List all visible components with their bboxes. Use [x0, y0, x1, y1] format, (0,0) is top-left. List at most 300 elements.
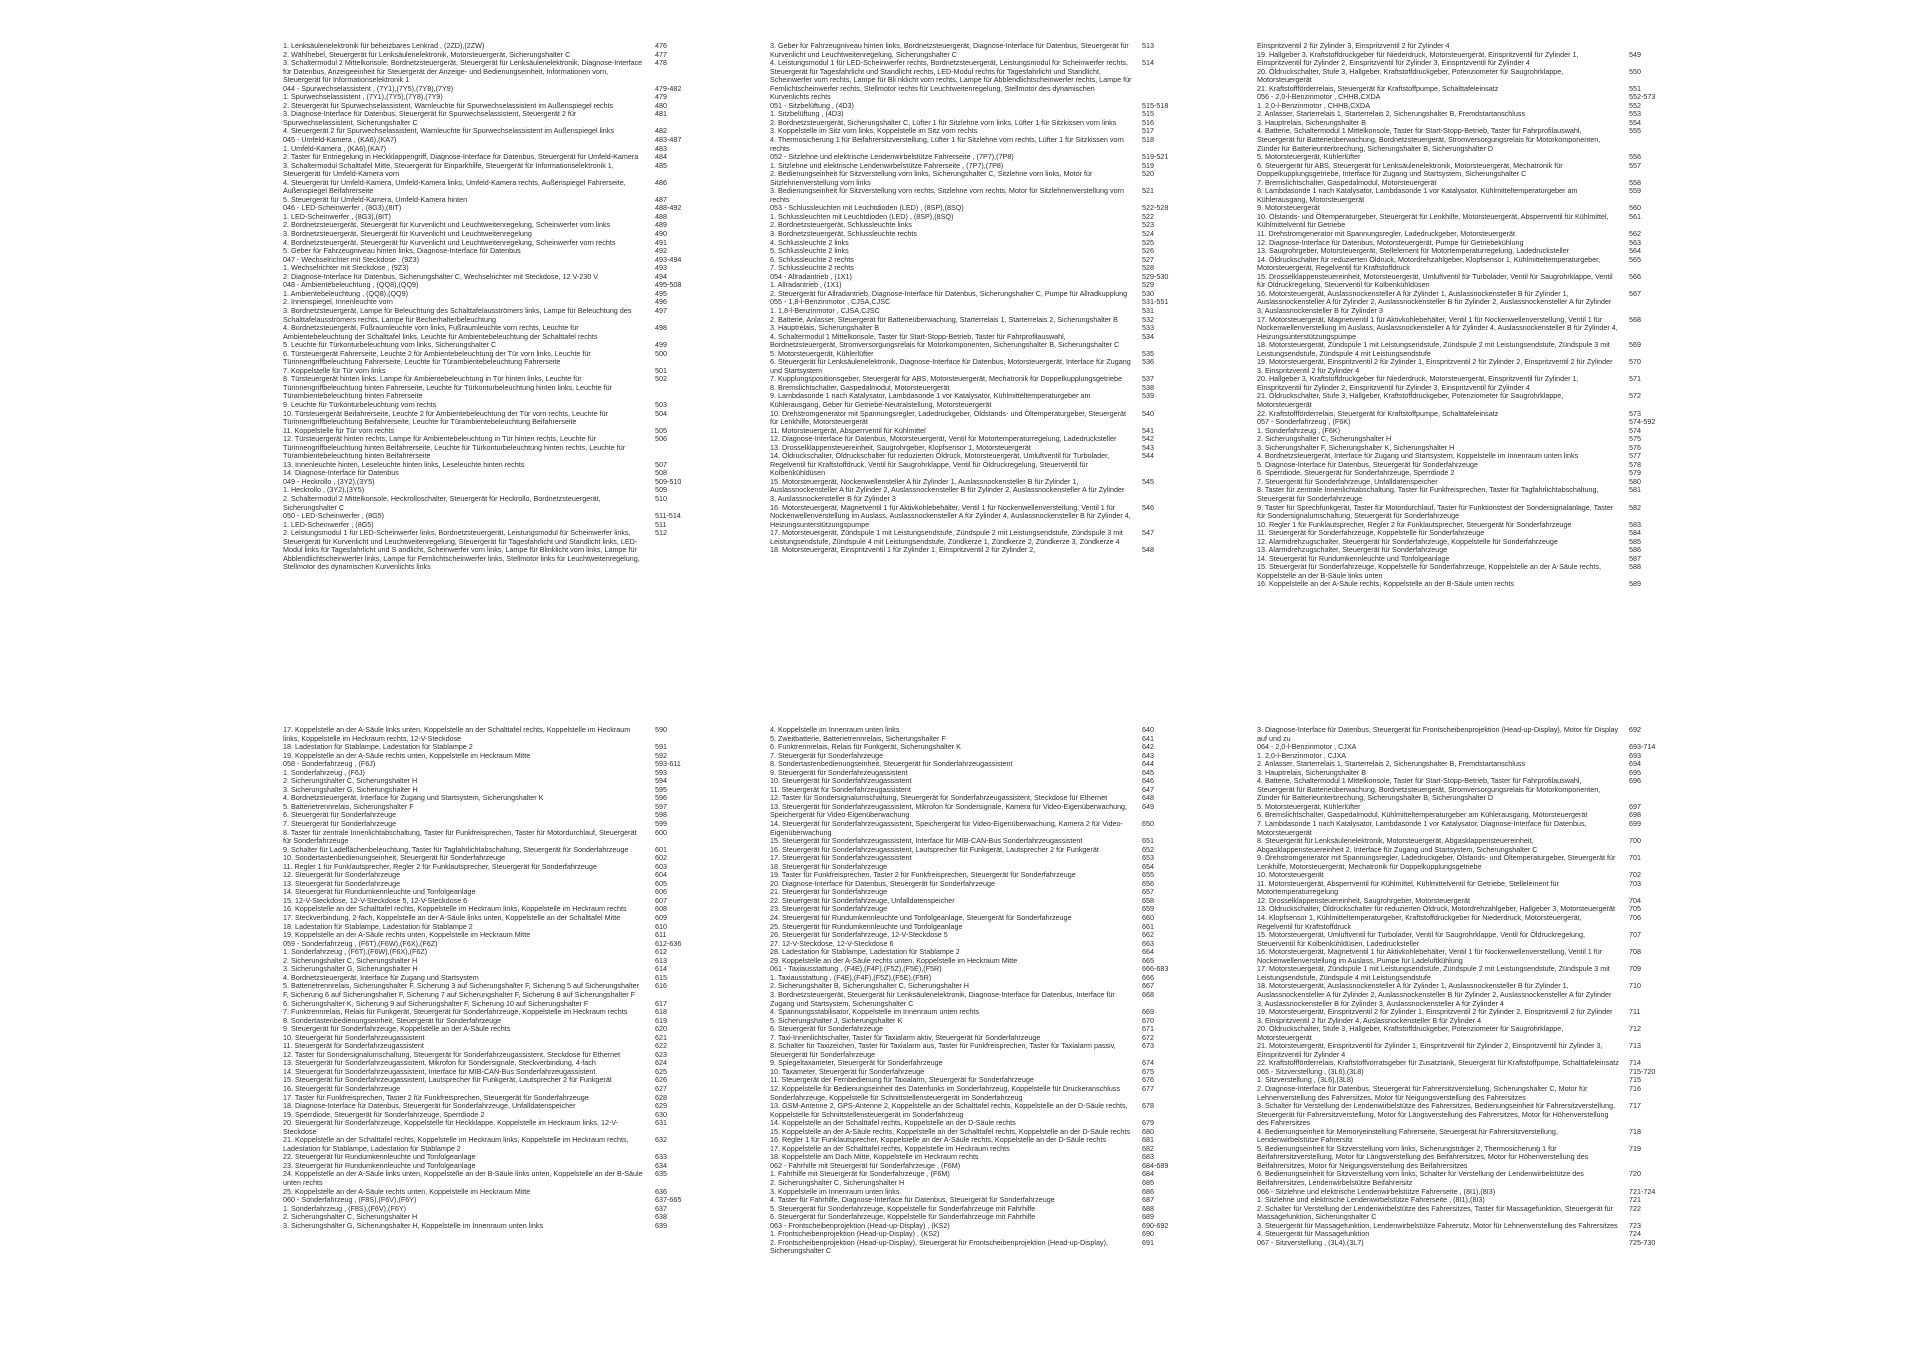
- index-entry-title: 7. Lambdasonde 1 nach Katalysator, Lambdasonde 1 vor Katalysator, Diagnose-Interface für Datenbus, Motorsteuergerät: [1257, 819, 1587, 837]
- index-entry: [770, 358, 1190, 375]
- index-entry-title: 4. Bordnetzsteuergerät, Fußraumleuchte vorn links, Fußraumleuchte vorn rechts, Leuchte für Ambientebeleuchtung der Schalttafel links, Leuchte für Ambientebeleuchtung der Schalttafel rechts: [283, 323, 598, 341]
- index-entry-title: 14. Steuergerät für Sonderfahrzeugassistent, Speichergerät für Video-Eigenüberwachung, Kamera 2 für Video-Eigenüberwachung: [770, 819, 1123, 837]
- index-entry: [1257, 837, 1677, 854]
- index-entry-page: 658: [1142, 895, 1154, 905]
- index-entry-title: 10. Sondertastenbedienungseinheit, Steuergerät für Sonderfahrzeuge: [283, 853, 506, 863]
- index-entry-page: 597: [655, 801, 667, 811]
- index-entry-page: 562: [1629, 229, 1641, 239]
- index-entry: [770, 170, 1190, 187]
- index-entry-page: 608: [655, 904, 667, 914]
- index-entry-page: 624: [655, 1058, 667, 1068]
- index-entry-title: 1. Allradantrieb , (1X1): [770, 280, 842, 290]
- index-entry: [1257, 486, 1677, 503]
- index-entry-title: 047 - Wechselrichter mit Steckdose , (9Z3): [283, 254, 420, 264]
- index-entry-title: 1. Frontscheibenprojektion (Head-up-Display) , (KS2): [770, 1229, 940, 1239]
- index-entry-page: 523: [1142, 220, 1154, 230]
- index-entry-title: 22. Steuergerät für Sonderfahrzeuge, Unfalldatenspeicher: [770, 895, 955, 905]
- index-entry-page: 479-482: [655, 83, 682, 93]
- index-entry-title: 15. Drosselklappensteuereinheit, Motorsteuergerät, Umluftventil für Turbolader, Ventil für Saugrohrklappe, Ventil für Öldruckregelung, Steuerventil für Kolbenkühldüsen: [1257, 271, 1613, 290]
- index-entry-page: 508: [655, 468, 667, 478]
- index-entry-title: 18. Motorsteuergerät, Einspritzventil 1 für Zylinder 1, Einspritzventil 2 für Zylinder 2,: [770, 545, 1036, 555]
- index-entry-page: 546: [1142, 502, 1154, 512]
- index-entry-page: 477: [655, 49, 667, 59]
- index-entry-title: 8. Steuergerät für Lenksäulenelektronik, Motorsteuergerät, Abgasklappensteuereinheit, Abgasklappensteuereinheit 2, Interface für Zugang und Startsystem, Sicherungshalter C: [1257, 836, 1538, 854]
- index-entry: [1257, 358, 1677, 375]
- index-entry-title: 1. Sitzlehne und elektrische Lendenwirbelstütze Fahrerseite , (7P7),(7P8): [770, 160, 1004, 170]
- index-entry-title: 16. Motorsteuergerät, Magnetventil 1 für Aktivkohlebehälter, Ventil 1 für Nockenwellenverstellung, Ventil 1 für Nockenwellenverstellung im Auslass, Pumpe für Ladeluftkühlung: [1257, 947, 1603, 965]
- index-entry: [1257, 777, 1677, 803]
- index-entry-page: 593: [655, 767, 667, 777]
- index-entry-title: 20. Diagnose-Interface für Datenbus, Steuergerät für Sonderfahrzeuge: [770, 878, 995, 888]
- index-entry-title: 21. Motorsteuergerät, Einspritzventil für Zylinder 1, Einspritzventil für Zylinder 2, Einspritzventil für Zylinder 3, Einspritzventil für Zylinder 4: [1257, 1041, 1603, 1059]
- index-entry-title: 2. Bedienungseinheit für Sitzverstellung vorn links, Sicherungshalter C, Sitzlehne vorn links, Motor für Sitzlehnenverstellung vorn links: [770, 169, 1093, 187]
- index-entry: [283, 307, 703, 324]
- index-entry-page: 710: [1629, 981, 1641, 991]
- index-entry-title: 19. Motorsteuergerät, Einspritzventil 2 für Zylinder 1, Einspritzventil 2 für Zylinder 2, Einspritzventil 2 für Zylinder 3, Einspritzventil 2 für Zylinder 4, Auslassnockensteller B für Zylinder 4: [1257, 1007, 1613, 1025]
- index-entry-page: 499: [655, 340, 667, 350]
- index-entry-page: 536: [1142, 357, 1154, 367]
- index-entry-title: 6. Türsteuergerät Fahrerseite, Leuchte 2 für Ambientebeleuchtung der Tür vorn links, Leuchte für Türinnengriffbeleuchtung Fahrerseite, Leuchte für Türambientebeleuchtung Fahrerseite: [283, 348, 591, 367]
- index-entry: [770, 452, 1190, 478]
- index-entry-title: 13. Steuergerät für Sonderfahrzeuge: [283, 878, 401, 888]
- index-entry-title: 19. Koppelstelle an der A-Säule rechts unten, Koppelstelle im Heckraum Mitte: [283, 750, 531, 760]
- index-entry-title: 13. Steuergerät für Sonderfahrzeugassistent, Mikrofon für Sondersignale, Kamera für Video-Eigenüberwachung, Speichergerät für Video-Eigenüberwachung: [770, 801, 1128, 820]
- index-entry-page: 568: [1629, 314, 1641, 324]
- index-entry-page: 679: [1142, 1118, 1154, 1128]
- index-entry-title: 16. Koppelstelle an der Schalttafel rechts, Koppelstelle im Heckraum links, Koppelstelle im Heckraum rechts: [283, 904, 627, 914]
- index-entry-title: 16. Koppelstelle an der A-Säule rechts, Koppelstelle an der B-Säule unten rechts: [1257, 579, 1514, 589]
- index-entry-page: 725-730: [1629, 1237, 1656, 1247]
- index-entry-page: 524: [1142, 229, 1154, 239]
- index-entry-page: 719: [1629, 1143, 1641, 1153]
- index-entry-title: 6. Steuergerät für Sonderfahrzeuge, Koppelstelle für Sonderfahrzeuge mit Fahrhilfe: [770, 1212, 1036, 1222]
- index-column-left: [283, 42, 703, 572]
- index-entry-page: 689: [1142, 1212, 1154, 1222]
- index-entry-page: 522: [1142, 211, 1154, 221]
- index-entry: [283, 410, 703, 427]
- index-entry-title: 25. Koppelstelle an der A-Säule rechts unten, Koppelstelle im Heckraum Mitte: [283, 1186, 531, 1196]
- index-entry-title: 049 - Heckrollo , (3Y2),(3Y5): [283, 476, 375, 486]
- index-entry-page: 655: [1142, 870, 1154, 880]
- index-entry-page: 645: [1142, 767, 1154, 777]
- index-entry-title: 12. Koppelstelle für Bedienungseinheit des Datenfunks im Sonderfahrzeug, Koppelstelle für Druckeranschluss Sonderfahrzeuge, Koppelstelle für Schnittstellensteuergerät im Sonderfahrzeug: [770, 1083, 1120, 1102]
- index-entry-title: 9. Schalter für Ladeflächenbeleuchtung, Taster für Tagfahrlichtabschaltung, Steuergerät für Sonderfahrzeuge: [283, 844, 629, 854]
- index-entry-page: 527: [1142, 254, 1154, 264]
- index-entry-title: 15. Motorsteuergerät, Umluftventil für Turbolader, Ventil für Saugrohrklappe, Ventil für Öldruckregelung, Steuerventil für Kolbenkühldüsen, Ladedrucksteller: [1257, 930, 1586, 948]
- index-entry-page: 519-521: [1142, 152, 1169, 162]
- index-entry-page: 525: [1142, 237, 1154, 247]
- index-entry-page: 480: [655, 100, 667, 110]
- index-entry-page: 653: [1142, 853, 1154, 863]
- index-entry-page: 675: [1142, 1066, 1154, 1076]
- index-entry-title: 3. Schaltermodul 2 Mittelkonsole, Bordnetzsteuergerät, Steuergerät für Lenksäulenelektronik, Diagnose-Interface für Datenbus, Anzeigeeinheit für Steuergerät der Anzeige- und Bedienungseinheit, Informationen vorn, Steuergerät für Informationselektronik 1: [283, 58, 643, 85]
- index-entry-page: 609: [655, 913, 667, 923]
- index-entry-page: 476: [655, 42, 667, 50]
- index-entry-title: 13. Saugrohrgeber, Motorsteuergerät, Stellelement für Motortemperaturregelung, Ladedrucksteller: [1257, 246, 1570, 256]
- index-entry-title: 2. Frontscheibenprojektion (Head-up-Display), Steuergerät für Frontscheibenprojektion (Head-up-Display), Sicherungshalter C: [770, 1237, 1108, 1256]
- index-entry-page: 707: [1629, 930, 1641, 940]
- index-entry-page: 574-592: [1629, 417, 1656, 427]
- index-entry: [1257, 213, 1677, 230]
- index-entry: [283, 1119, 703, 1136]
- index-entry-title: 3. Sicherungshalter G, Sicherungshalter H: [283, 784, 418, 794]
- index-entry-title: 14. Öldruckschalter für reduzierten Öldruck, Motordrehzahlgeber, Klopfsensor 1, Kühlmitteltemperaturgeber, Motorsteuergerät, Regelventil für Kraftstoffdruck: [1257, 254, 1601, 273]
- index-entry-title: 2. Schaltermodul 2 Mittelkonsole, Heckrolloschalter, Steuergerät für Heckrollo, Bordnetzsteuergerät, Sicherungshalter C: [283, 493, 601, 512]
- index-entry-title: 10. Steuergerät für Sonderfahrzeugassistent: [770, 776, 912, 786]
- index-entry-page: 558: [1629, 177, 1641, 187]
- index-entry-page: 716: [1629, 1083, 1641, 1093]
- index-entry-title: 19. Motorsteuergerät, Einspritzventil 2 für Zylinder 1, Einspritzventil 2 für Zylinder 2, Einspritzventil 2 für Zylinder 3, Einspritzventil 2 für Zylinder 4: [1257, 357, 1613, 375]
- index-entry-title: 14. Öldruckschalter, Öldruckschalter für reduzierten Öldruck, Motorsteuergerät, Umluftventil für Turbolader, Regelventil für Kraftstoffdruck, Ventil für Saugrohrklappe, Ventil für Öldruckregelung, Steuerventil für Kolbenkühldüsen: [770, 451, 1110, 478]
- index-entry-title: 4. Bedienungseinheit für Memoryeinstellung Fahrerseite, Steuergerät für Fahrersitzverstellung, Lendenwirbelstütze Fahrersitz: [1257, 1126, 1558, 1145]
- index-entry-page: 571: [1629, 374, 1641, 384]
- index-entry-page: 681: [1142, 1135, 1154, 1145]
- index-entry-page: 712: [1629, 1024, 1641, 1034]
- index-entry: [1257, 1102, 1677, 1128]
- index-entry-title: 1. 1,8-l-Benzinmotor , CJSA,CJSC: [770, 305, 880, 315]
- index-entry-page: 676: [1142, 1075, 1154, 1085]
- index-entry-page: 530: [1142, 288, 1154, 298]
- index-entry-page: 488: [655, 211, 667, 221]
- index-entry-page: 494: [655, 271, 667, 281]
- index-entry-title: 5. Sicherungshalter J, Sicherungshalter K: [770, 1015, 903, 1025]
- index-entry-page: 589: [1629, 579, 1641, 589]
- index-entry: [283, 726, 703, 743]
- index-entry-page: 534: [1142, 331, 1154, 341]
- index-entry-title: 14. Steuergerät für Sonderfahrzeugassistent, Interface für MIB-CAN-Bus Sonderfahrzeugassistent: [283, 1066, 596, 1076]
- index-entry-page: 605: [655, 878, 667, 888]
- index-entry-page: 554: [1629, 117, 1641, 127]
- index-entry-title: 055 - 1,8-l-Benzinmotor , CJSA,CJSC: [770, 297, 891, 307]
- index-entry-page: 618: [655, 1007, 667, 1017]
- index-entry-title: 3. Bedienungseinheit für Sitzverstellung vorn rechts, Sitzlehne vorn rechts, Motor für Sitzlehnenverstellung vorn rechts: [770, 186, 1124, 204]
- index-entry: [1257, 1025, 1677, 1042]
- index-entry-page: 599: [655, 819, 667, 829]
- index-entry-title: 1. Heckrollo , (3Y2),(3Y5): [283, 485, 365, 495]
- index-entry-title: 3. Sicherungshalter F, Sicherungshalter K, Sicherungshalter H: [1257, 442, 1455, 452]
- index-entry-title: 5. Steuergerät für Umfeld-Kamera, Umfeld-Kamera hinten: [283, 194, 468, 204]
- index-entry: [1257, 68, 1677, 85]
- index-entry-title: 13. Innenleuchte hinten, Leseleuchte hinten links, Leseleuchte hinten rechts: [283, 459, 525, 469]
- index-entry-page: 690-692: [1142, 1220, 1169, 1230]
- index-entry-page: 537: [1142, 374, 1154, 384]
- index-entry-title: 3. Hauptrelais, Sicherungshalter B: [1257, 767, 1367, 777]
- index-entry-page: 538: [1142, 382, 1154, 392]
- index-entry-page: 604: [655, 870, 667, 880]
- index-entry-title: 048 - Ambientebeleuchtung , (QQ8),(QQ9): [283, 280, 419, 290]
- index-entry-title: 14. Klopfsensor 1, Kühlmitteltemperaturgeber, Kraftstoffdruckgeber für Niederdruck, Motorsteuergerät, Regelventil für Kraftstoffdruck: [1257, 913, 1582, 931]
- index-entry-title: 8. Taster für zentrale Innenlichtabschaltung, Taster für Funkfreisprechen, Taster für Motordurchlauf, Steuergerät für Sonderfahrzeuge: [283, 827, 637, 846]
- index-entry-page: 693-714: [1629, 742, 1656, 752]
- index-entry: [1257, 1239, 1677, 1248]
- index-entry-title: 3. Koppelstelle im Sitz vorn links, Koppelstelle im Sitz vorn rechts: [770, 126, 978, 136]
- index-entry-page: 661: [1142, 921, 1154, 931]
- index-entry-title: 12. Drosselklappensteuereinheit, Saugrohrgeber, Motorsteuergerät: [1257, 895, 1470, 905]
- index-entry-page: 559: [1629, 186, 1641, 196]
- index-entry-title: 4. Schaltermodul 1 Mittelkonsole, Taster für Start-Stopp-Betrieb, Taster für Fahrprofilauswahl, Bordnetzsteuergerät, Stromversorgungsrelais für Motorkomponenten, Sicherungshalter B, Sicherungshalter C: [770, 331, 1120, 350]
- index-entry-title: 067 - Sitzverstellung , (3L4),(3L7): [1257, 1237, 1364, 1247]
- index-entry-title: 5. Motorsteuergerät, Kühlerlüfter: [1257, 152, 1361, 162]
- index-entry-title: 5. Motorsteuergerät, Kühlerlüfter: [1257, 801, 1361, 811]
- index-entry: [770, 820, 1190, 837]
- index-entry-page: 723: [1629, 1220, 1641, 1230]
- index-entry-title: 19. Hallgeber 3, Kraftstoffdruckgeber für Niederdruck, Motorsteuergerät, Einspritzventil für Zylinder 1, Einspritzventil für Zylinder 2, Einspritzventil für Zylinder 3, Einspritzventil für Zylinder 4: [1257, 49, 1579, 68]
- index-entry-title: 9. Taster für Sprechfunkgerät, Taster für Motordurchlauf, Taster für Funktionstest der Sondersignalanlage, Taster für Sondersignalumschaltung, Steuergerät für Sonderfahrzeuge: [1257, 502, 1614, 521]
- index-entry-page: 544: [1142, 451, 1154, 461]
- index-entry: [283, 350, 703, 367]
- index-entry-page: 607: [655, 895, 667, 905]
- index-entry-title: 062 - Fahrhilfe mit Steuergerät für Sonderfahrzeuge , (F6M): [770, 1160, 961, 1170]
- index-entry-page: 531-551: [1142, 297, 1169, 307]
- index-entry-title: 10. Drehstromgenerator mit Spannungsregler, Ladedruckgeber, Öldstands- und Öltemperaturgeber, Steuergerät für Lenkhilfe, Motorsteuergerät: [770, 408, 1126, 427]
- index-entry-page: 662: [1142, 930, 1154, 940]
- index-entry-page: 517: [1142, 126, 1154, 136]
- index-entry-page: 625: [655, 1066, 667, 1076]
- index-entry-page: 660: [1142, 913, 1154, 923]
- index-entry-title: 23. Steuergerät für Rundumkennleuchte und Tonfolgeanlage: [283, 1160, 476, 1170]
- index-entry-title: 18. Koppelstelle am Dach Mitte, Koppelstelle im Heckraum rechts: [770, 1152, 979, 1162]
- index-entry-page: 511: [655, 519, 667, 529]
- index-entry-page: 520: [1142, 169, 1154, 179]
- index-entry: [283, 829, 703, 846]
- index-entry: [283, 1222, 703, 1231]
- index-entry-title: 1. Sitzverstellung , (3L6),(3L8): [1257, 1075, 1354, 1085]
- index-entry-title: 16. Regler 1 für Funklautsprecher, Koppelstelle an der A-Säule rechts, Koppelstelle an der D-Säule rechts: [770, 1135, 1107, 1145]
- index-entry-page: 684: [1142, 1169, 1154, 1179]
- index-entry: [770, 333, 1190, 350]
- index-entry-title: 22. Steuergerät für Rundumkennleuchte und Tonfolgeanlage: [283, 1152, 476, 1162]
- index-entry-title: 17. Koppelstelle an der Schalttafel rechts, Koppelstelle im Heckraum rechts: [770, 1143, 1010, 1153]
- index-entry-page: 646: [1142, 776, 1154, 786]
- index-entry-title: 19. Taster für Funkfreisprechen, Taster 2 für Funkfreisprechen, Steuergerät für Sonderfahrzeuge: [770, 870, 1076, 880]
- index-entry-title: 18. Diagnose-Interface für Datenbus, Steuergerät für Sonderfahrzeuge, Unfalldatenspeicher: [283, 1101, 576, 1111]
- index-entry-page: 521: [1142, 186, 1154, 196]
- index-entry-title: 1. Schlussleuchten mit Leuchtdioden (LED) , (8SP),(8SQ): [770, 211, 954, 221]
- index-entry-title: 12. Taster für Sondersignalumschaltung, Steuergerät für Sonderfahrzeugassistent, Steckdose für Ethernet: [283, 1049, 621, 1059]
- index-entry-page: 531: [1142, 305, 1154, 315]
- index-entry-title: 054 - Allradantrieb , (1X1): [770, 271, 852, 281]
- index-entry-page: 482: [655, 126, 667, 136]
- index-entry-title: 4. Steuergerät für Umfeld-Kamera, Umfeld-Kamera links, Umfeld-Kamera rechts, Außenspiegel Fahrerseite, Außenspiegel Beifahrerseite: [283, 177, 626, 196]
- index-entry-page: 606: [655, 887, 667, 897]
- index-entry-page: 680: [1142, 1126, 1154, 1136]
- index-entry-title: 21. Koppelstelle an der Schalttafel rechts, Koppelstelle im Heckraum links, Koppelstelle im Heckraum rechts, Ladestation für Stablampe, Ladestation für Stablampe 2: [283, 1135, 629, 1153]
- index-entry-page: 672: [1142, 1032, 1154, 1042]
- index-entry-title: 17. Motorsteuergerät, Magnetventil 1 für Aktivkohlebehälter, Ventil 1 für Nockenwellenverstellung, Ventil 1 für Nockenwellenverstellung im Auslass, Auslassnockensteller A für Zylinder 4, Auslassnockensteller B für Zylinder 4, Heizungsunterstützungspumpe: [1257, 314, 1618, 341]
- index-entry-title: 14. Steuergerät für Rundumkennleuchte und Tonfolgeanlage: [283, 887, 476, 897]
- index-entry-page: 519: [1142, 160, 1154, 170]
- index-entry-page: 611: [655, 930, 667, 940]
- index-entry-title: 060 - Sonderfahrzeug , (F8S),(F6V),(F6Y): [283, 1195, 417, 1205]
- index-entry-title: 3. Schalter für Verstellung der Lendenwirbelstütze des Fahrersitzes, Bedienungseinheit für Fahrersitzverstellung, Steuergerät für Fahrersitzverstellung, Motor für Längsverstellung des Fahrersitzes, Motor für Höhenverstellung des Fahrersitzes: [1257, 1101, 1615, 1128]
- index-entry-page: 582: [1629, 502, 1641, 512]
- index-entry-title: 2. Sicherungshalter C, Sicherungshalter H: [1257, 434, 1392, 444]
- index-entry-page: 644: [1142, 759, 1154, 769]
- index-entry-title: 5. Bedienungseinheit für Sitzverstellung vorn links, Sicherungsträger 2, Thermosicherung 1 für Beifahrersitzverstellung, Motor für Längsverstellung des Beifahrersitzes, Motor für Höhenverstellung des Beifahrersitzes, Motor für Neigungsverstellung des Beifahrersitzes: [1257, 1143, 1589, 1170]
- index-entry-page: 502: [655, 374, 667, 384]
- index-entry-page: 683: [1142, 1152, 1154, 1162]
- index-entry-title: 2. Diagnose-Interface für Datenbus, Sicherungshalter C, Wechselrichter mit Steckdose, 12 V-230 V: [283, 271, 599, 281]
- index-entry-page: 564: [1629, 246, 1641, 256]
- index-entry-title: 1. Umfeld-Kamera , (KA6),(KA7): [283, 143, 387, 153]
- index-entry-title: 3. Sicherungshalter G, Sicherungshalter H, Koppelstelle im Innenraum unten links: [283, 1220, 544, 1230]
- index-entry-page: 489: [655, 220, 667, 230]
- index-entry-page: 600: [655, 827, 667, 837]
- index-entry-title: 2. Anlasser, Starterrelais 1, Starterrelais 2, Sicherungshalter B, Fremdstartanschluss: [1257, 109, 1526, 119]
- index-entry-title: 4. Bordnetzsteuergerät, Interface für Zugang und Startsystem, Sicherungshalter K: [283, 793, 544, 803]
- index-entry-page: 704: [1629, 895, 1641, 905]
- index-entry: [770, 59, 1190, 102]
- index-entry: [1257, 127, 1677, 153]
- index-entry-page: 493-494: [655, 254, 682, 264]
- index-entry-page: 612-636: [655, 938, 682, 948]
- index-entry-title: 2. Leistungsmodul 1 für LED-Scheinwerfer links, Bordnetzsteuergerät, Leistungsmodul für Scheinwerfer links, Steuergerät für Kurvenlicht und Leuchtweitenregelung, Steuergerät für Tagesfahrlicht und Standlicht links, LED-Modul links für Tagesfahrlicht und S andlicht, Scheinwerfer vorn links, Lampe für Blinklicht vorn links, Lampe für Abblendlichtscheinwerfer links, Lampe für Fernlichtscheinwerfer links, Stellmotor links für Leuchtweitenregelung, Stellmotor des dynamischen Kurvenlichts links: [283, 528, 640, 572]
- index-entry-title: 24. Steuergerät für Rundumkennleuchte und Tonfolgeanlage, Steuergerät für Sonderfahrzeuge: [770, 913, 1072, 923]
- index-entry-title: 12. Diagnose-Interface für Datenbus, Motorsteuergerät, Pumpe für Getriebekühlung: [1257, 237, 1524, 247]
- index-entry-page: 598: [655, 810, 667, 820]
- index-entry: [1257, 914, 1677, 931]
- index-entry-title: 5. Zweitbatterie, Batterietrennrelais, Sicherungshalter F: [770, 733, 946, 743]
- index-entry-page: 533: [1142, 323, 1154, 333]
- index-entry-page: 560: [1629, 203, 1641, 213]
- index-entry-page: 588: [1629, 562, 1641, 572]
- index-column-right: [1257, 726, 1677, 1247]
- index-entry-title: 15. Steuergerät für Sonderfahrzeuge, Koppelstelle für Sonderfahrzeuge, Koppelstelle an der A-Säule rechts, Koppelstelle an der B-Säule links unten: [1257, 562, 1602, 580]
- index-entry-title: 18. Ladestation für Stablampe, Ladestation für Stablampe 2: [283, 742, 473, 752]
- index-entry-page: 638: [655, 1212, 667, 1222]
- index-entry: [1257, 392, 1677, 409]
- index-entry-page: 722: [1629, 1203, 1641, 1213]
- index-entry-title: 8. Schalter für Taxizeichen, Taster für Taxialarm aus, Taster für Funkfreisprechen, Taster für Taxialarm passiv, Steuergerät für Sonderfahrzeuge: [770, 1041, 1116, 1059]
- index-entry-title: 1. 2,0-l-Benzinmotor , CHHB,CXDA: [1257, 100, 1371, 110]
- index-entry-title: 12. Türsteuergerät hinten rechts, Lampe für Ambientebeleuchtung in Tür hinten rechts, Leuchte für Türinnengriffbeleuchtung hinten Beifahrerseite, Leuchte für Türkonturbeleuchtung hinten rechts, Leuchte für Türambientebeleuchtung hinten Beifahrerseite: [283, 434, 626, 461]
- index-entry-title: 13. Alarmdrehzugschalter, Steuergerät für Sonderfahrzeuge: [1257, 545, 1448, 555]
- index-entry-page: 528: [1142, 263, 1154, 273]
- index-entry-page: 695: [1629, 767, 1641, 777]
- index-entry-title: 4. Batterie, Schaltermodul 1 Mittelkonsole, Taster für Start-Stopp-Betrieb, Taster für Fahrprofilauswahl, Steuergerät für Batterieüberwachung, Bordnetzsteuergerät, Stromversorgungsrelais für Motorkomponenten, Zünder für Batterieunterbrechung, Sicherungshalter B, Sicherungshalter D: [1257, 776, 1601, 803]
- index-entry-page: 506: [655, 434, 667, 444]
- index-entry-page: 493: [655, 263, 667, 273]
- index-entry-title: 3. Geber für Fahrzeugniveau hinten links, Bordnetzsteuergerät, Diagnose-Interface für Datenbus, Steuergerät für Kurvenlicht und Leuchtweitenregelung, Sicherungshalter C: [770, 42, 1129, 59]
- index-entry-title: 3. Bordnetzsteuergerät, Lampe für Beleuchtung des Schalttafelausströmers links, Lampe für Beleuchtung des Schalttafelausströmers rechts, Lampe für Becherhalterbeleuchtung: [283, 305, 632, 324]
- index-entry-title: 10. Regler 1 für Funklautsprecher, Regler 2 für Funklautsprecher, Steuergerät für Sonderfahrzeuge: [1257, 519, 1572, 529]
- index-entry-page: 671: [1142, 1024, 1154, 1034]
- index-entry-title: 2. Diagnose-Interface für Datenbus, Steuergerät für Fahrersitzverstellung, Sicherungshalter C, Motor für Lehnenverstellung des Fahrersitzes, Motor für Neigungsverstellung des Fahrersitzes: [1257, 1083, 1588, 1102]
- index-entry: [770, 1102, 1190, 1119]
- index-entry-title: 17. Koppelstelle an der A-Säule links unten, Koppelstelle an der Schalttafel rechts, Koppelstelle im Heckraum links, Koppelstelle im Heckraum rechts, 12-V-Steckdose: [283, 726, 631, 743]
- index-entry-page: 550: [1629, 66, 1641, 76]
- index-entry-title: 1. LED-Scheinwerfer , (8G3),(8IT): [283, 211, 391, 221]
- index-entry-title: 9. Spiegeltaxameter, Steuergerät für Sonderfahrzeuge: [770, 1058, 943, 1068]
- index-entry-page: 720: [1629, 1169, 1641, 1179]
- index-entry-title: 12. Alarmdrehzugschalter, Steuergerät für Sonderfahrzeuge, Koppelstelle für Sonderfahrzeuge: [1257, 536, 1558, 546]
- index-entry-title: Einspritzventil 2 für Zylinder 3, Einspritzventil 2 für Zylinder 4: [1257, 42, 1450, 50]
- index-entry-page: 603: [655, 861, 667, 871]
- index-entry-page: 666: [1142, 972, 1154, 982]
- index-entry-page: 636: [655, 1186, 667, 1196]
- index-entry-title: 13. Öldruckschalter, Öldruckschalter für reduzierten Öldruck, Motordrehzahlgeber, Hallgeber 3, Motorsteuergerät: [1257, 904, 1615, 914]
- index-entry-page: 552: [1629, 100, 1641, 110]
- index-entry-title: 5. Diagnose-Interface für Datenbus, Steuergerät für Sonderfahrzeuge: [1257, 459, 1478, 469]
- index-entry-title: 12. Diagnose-Interface für Datenbus, Motorsteuergerät, Ventil für Motortemperaturregelung, Ladedrucksteller: [770, 434, 1117, 444]
- index-entry-page: 514: [1142, 58, 1154, 68]
- index-entry-page: 657: [1142, 887, 1154, 897]
- index-entry-page: 507: [655, 459, 667, 469]
- index-entry-page: 643: [1142, 750, 1154, 760]
- index-entry-title: 059 - Sonderfahrzeug , (F6T),(F6W),(F6X),(F6Z): [283, 938, 438, 948]
- index-entry-page: 699: [1629, 819, 1641, 829]
- index-entry-page: 543: [1142, 442, 1154, 452]
- index-entry-page: 488-492: [655, 203, 682, 213]
- index-entry-title: 26. Steuergerät für Sonderfahrzeuge, 12-V-Steckdose 5: [770, 930, 948, 940]
- index-entry-title: 4. Bordnetzsteuergerät, Interface für Zugang und Startsystem, Koppelstelle im Innenraum unten links: [1257, 451, 1579, 461]
- index-entry-page: 698: [1629, 810, 1641, 820]
- index-entry-page: 495: [655, 288, 667, 298]
- index-entry: [770, 529, 1190, 546]
- index-entry-page: 576: [1629, 442, 1641, 452]
- index-entry-title: 7. Koppelstelle für Tür vorn links: [283, 365, 386, 375]
- index-entry-page: 575: [1629, 434, 1641, 444]
- index-entry-page: 637: [655, 1203, 667, 1213]
- index-entry-page: 616: [655, 981, 667, 991]
- index-entry-title: 4. Koppelstelle im Innenraum unten links: [770, 726, 900, 734]
- index-entry-title: 13. GSM-Antenne 2, GPS-Antenne 2, Koppelstelle an der Schalttafel rechts, Koppelstelle an der D-Säule rechts, Koppelstelle für Schnittstellensteuergerät im Sonderfahrzeug: [770, 1101, 1128, 1119]
- index-entry-page: 694: [1629, 759, 1641, 769]
- index-entry: [1257, 982, 1677, 1008]
- index-entry-title: 050 - LED-Scheinwerfer , (8G5): [283, 511, 385, 521]
- index-entry: [770, 504, 1190, 530]
- index-entry-page: 594: [655, 776, 667, 786]
- index-entry-title: 3. Bordnetzsteuergerät, Steuergerät für Lenksäulenelektronik, Diagnose-Interface für Datenbus, Interface für Zugang und Startsystem, Sicherungshalter C: [770, 989, 1115, 1008]
- index-entry-title: 2. Innenspiegel, Innenleuchte vorn: [283, 297, 393, 307]
- index-entry-title: 20. Hallgeber 3, Kraftstoffdruckgeber für Niederdruck, Motorsteuergerät, Einspritzventil für Zylinder 1, Einspritzventil für Zylinder 2, Einspritzventil für Zylinder 3, Einspritzventil für Zylinder 4: [1257, 374, 1579, 392]
- index-entry-page: 715: [1629, 1075, 1641, 1085]
- index-entry: [770, 1042, 1190, 1059]
- index-entry-page: 668: [1142, 989, 1154, 999]
- index-entry-title: 8. Türsteuergerät hinten links, Lampe für Ambientebeleuchtung in Tür hinten links, Leuchte für Türinnengriffbeleuchtung hinten Fahrerseite, Leuchte für Türkonturbeleuchtung hinten links, Leuchte für Türambientebeleuchtung hinten Fahrerseite: [283, 374, 612, 401]
- index-entry-title: 7. Steuergerät für Sonderfahrzeuge: [770, 750, 884, 760]
- index-entry-title: 8. Taster für zentrale Innenlichtabschaltung, Taster für Funkfreisprechen, Taster für Tagfahrlichtabschaltung, Steuergerät für Sonderfahrzeuge: [1257, 485, 1599, 503]
- index-entry-title: 7. Steuergerät für Sonderfahrzeuge: [283, 819, 397, 829]
- index-entry-page: 593-611: [655, 759, 681, 769]
- index-entry-page: 577: [1629, 451, 1641, 461]
- index-entry-page: 561: [1629, 211, 1641, 221]
- index-entry: [770, 410, 1190, 427]
- index-entry: [283, 982, 703, 999]
- index-entry-page: 635: [655, 1169, 667, 1179]
- index-entry-page: 619: [655, 1015, 667, 1025]
- index-entry-page: 647: [1142, 784, 1154, 794]
- index-entry-title: 8. Lambdasonde 1 nach Katalysator, Lambdasonde 1 vor Katalysator, Kühlmitteltemperaturgeber am Kühlerausgang, Motorsteuergerät: [1257, 186, 1578, 204]
- index-entry-title: 2. Anlasser, Starterrelais 1, Starterrelais 2, Sicherungshalter B, Fremdstartanschluss: [1257, 759, 1526, 769]
- index-entry-title: 3. Hauptrelais, Sicherungshalter B: [1257, 117, 1367, 127]
- index-entry-page: 563: [1629, 237, 1641, 247]
- index-entry-title: 6. Sperrdiode, Steuergerät für Sonderfahrzeuge, Sperrdiode 2: [1257, 468, 1455, 478]
- index-entry-title: 4. Bordnetzsteuergerät, Interface für Zugang und Startsystem: [283, 972, 479, 982]
- index-entry-page: 548: [1142, 545, 1154, 555]
- index-entry-page: 570: [1629, 357, 1641, 367]
- index-entry-page: 526: [1142, 246, 1154, 256]
- index-entry-title: 045 - Umfeld-Kamera , (KA6),(KA7): [283, 135, 397, 145]
- index-entry: [1257, 504, 1677, 521]
- index-entry-page: 504: [655, 408, 667, 418]
- index-entry-title: 12. Steuergerät für Sonderfahrzeuge: [283, 870, 401, 880]
- index-entry: [283, 59, 703, 85]
- index-entry-page: 670: [1142, 1015, 1154, 1025]
- index-entry: [770, 1239, 1190, 1256]
- index-entry-title: 14. Koppelstelle an der Schalttafel rechts, Koppelstelle an der D-Säule rechts: [770, 1118, 1016, 1128]
- index-entry-title: 3. Steuergerät für Massagefunktion, Lendenwirbelstütze Fahrersitz, Motor für Lehnenverstellung des Fahrersitzes: [1257, 1220, 1618, 1230]
